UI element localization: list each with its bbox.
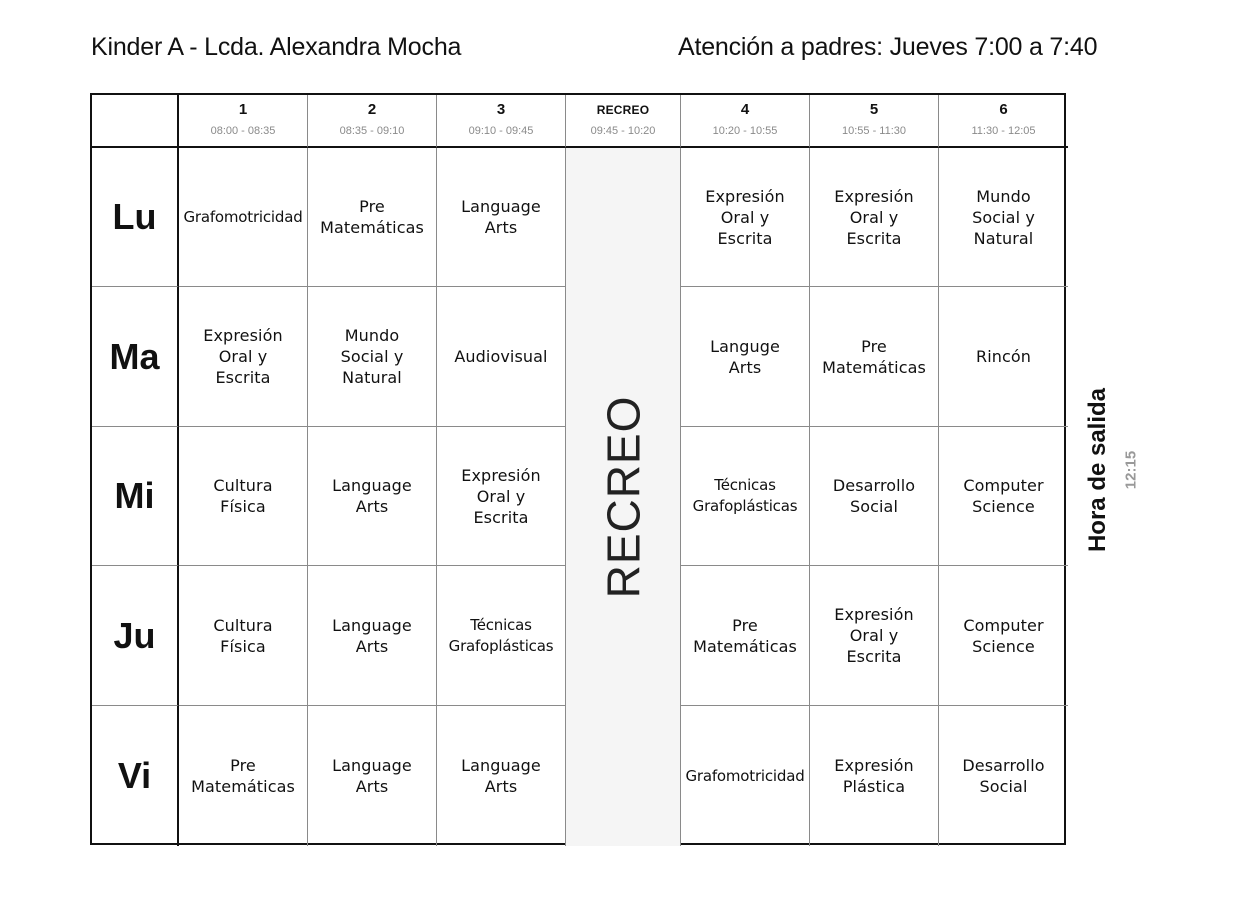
subject-name: Language Arts [332,756,412,796]
schedule-cell [437,706,566,846]
period-label: 6 [999,101,1008,118]
schedule-cell [939,706,1068,846]
day-label-cell [92,148,179,287]
schedule-cell [437,566,566,706]
schedule-cell [308,427,437,566]
subject-name: Desarrollo Social [962,756,1045,796]
subject-name: Técnicas Grafoplásticas [692,476,798,515]
schedule-cell [810,148,939,287]
period-label: 2 [367,101,377,118]
period-header [308,95,437,148]
schedule-cell [681,566,810,706]
period-label: 3 [496,101,506,118]
schedule-cell [437,287,566,427]
subject-name: Expresión Oral y Escrita [834,186,914,248]
day-label-cell [92,427,179,566]
schedule-cell [437,427,566,566]
subject-name: Expresión Oral y Escrita [705,186,785,248]
subject-name: Expresión Oral y Escrita [461,465,541,527]
recess-label: RECREO [597,395,649,599]
schedule-cell [308,287,437,427]
period-label: 5 [869,101,879,118]
period-time: 10:55 - 11:30 [841,125,906,137]
parent-hours-note: Atención a padres: Jueves 7:00 a 7:40 [678,33,1098,61]
schedule-cell [939,287,1068,427]
schedule-cell [681,287,810,427]
period-header [810,95,939,148]
subject-name: Pre Matemáticas [822,336,926,377]
subject-name: Expresión Plástica [834,756,914,796]
schedule-cell [681,148,810,287]
subject-name: Computer Science [963,615,1044,656]
period-time: 08:00 - 08:35 [210,125,276,137]
subject-name: Language Arts [461,756,541,796]
subject-name: Mundo Social y Natural [972,186,1035,248]
subject-name: Language Arts [332,476,412,516]
period-header [179,95,308,148]
schedule-cell [810,566,939,706]
recess-column [566,148,681,846]
schedule-cell [179,287,308,427]
day-label: Mi [114,475,155,516]
schedule-cell [308,148,437,287]
subject-name: Computer Science [963,476,1044,516]
schedule-cell [437,148,566,287]
schedule-cell [810,287,939,427]
period-time: 08:35 - 09:10 [339,125,405,137]
subject-name: Pre Matemáticas [693,615,797,656]
period-header [939,95,1068,148]
schedule-cell [179,566,308,706]
schedule-cell [308,566,437,706]
period-time: 11:30 - 12:05 [971,125,1036,137]
day-label-cell [92,706,179,846]
schedule-cell [179,148,308,287]
schedule-cell [681,706,810,846]
schedule-cell [939,427,1068,566]
schedule-cell [179,427,308,566]
subject-name: Desarrollo Social [832,476,916,516]
day-label-cell [92,566,179,706]
schedule-cell [810,427,939,566]
schedule-cell [179,706,308,846]
subject-name: Mundo Social y Natural [340,326,404,387]
exit-time-value: 12:15 [1122,450,1140,490]
day-label: Ma [109,335,160,377]
page-title: Kinder A - Lcda. Alexandra Mocha [91,33,462,61]
exit-time-label: Hora de salida [1084,387,1111,553]
subject-name: Cultura Física [213,476,273,516]
period-time: 09:10 - 09:45 [468,125,534,137]
schedule-cell [308,706,437,846]
schedule-cell [939,148,1068,287]
schedule-cell [810,706,939,846]
subject-name: Language Arts [461,197,541,237]
schedule-table [90,93,1066,845]
period-time: 09:45 - 10:20 [590,125,656,137]
subject-name: Cultura Física [213,615,273,656]
day-label-cell [92,287,179,427]
period-label: RECREO [596,103,650,117]
period-header [437,95,566,148]
period-label: 1 [238,101,248,118]
subject-name: Pre Matemáticas [191,756,295,796]
subject-name: Rincón [975,347,1032,366]
period-label: 4 [740,101,750,118]
subject-name: Grafomotricidad [183,207,303,226]
table-corner [92,95,179,148]
subject-name: Language Arts [332,615,412,656]
subject-name: Expresión Oral y Escrita [203,326,283,387]
subject-name: Languge Arts [710,336,780,377]
subject-name: Grafomotricidad [685,766,805,785]
period-time: 10:20 - 10:55 [712,125,778,137]
day-label: Vi [117,755,152,796]
subject-name: Expresión Oral y Escrita [834,605,914,666]
day-label: Lu [112,196,157,237]
period-header [566,95,681,148]
schedule-cell [681,427,810,566]
subject-name: Técnicas Grafoplásticas [448,615,554,655]
period-header [681,95,810,148]
schedule-cell [939,566,1068,706]
subject-name: Audiovisual [454,347,548,366]
subject-name: Pre Matemáticas [320,197,424,237]
day-label: Ju [113,614,156,656]
